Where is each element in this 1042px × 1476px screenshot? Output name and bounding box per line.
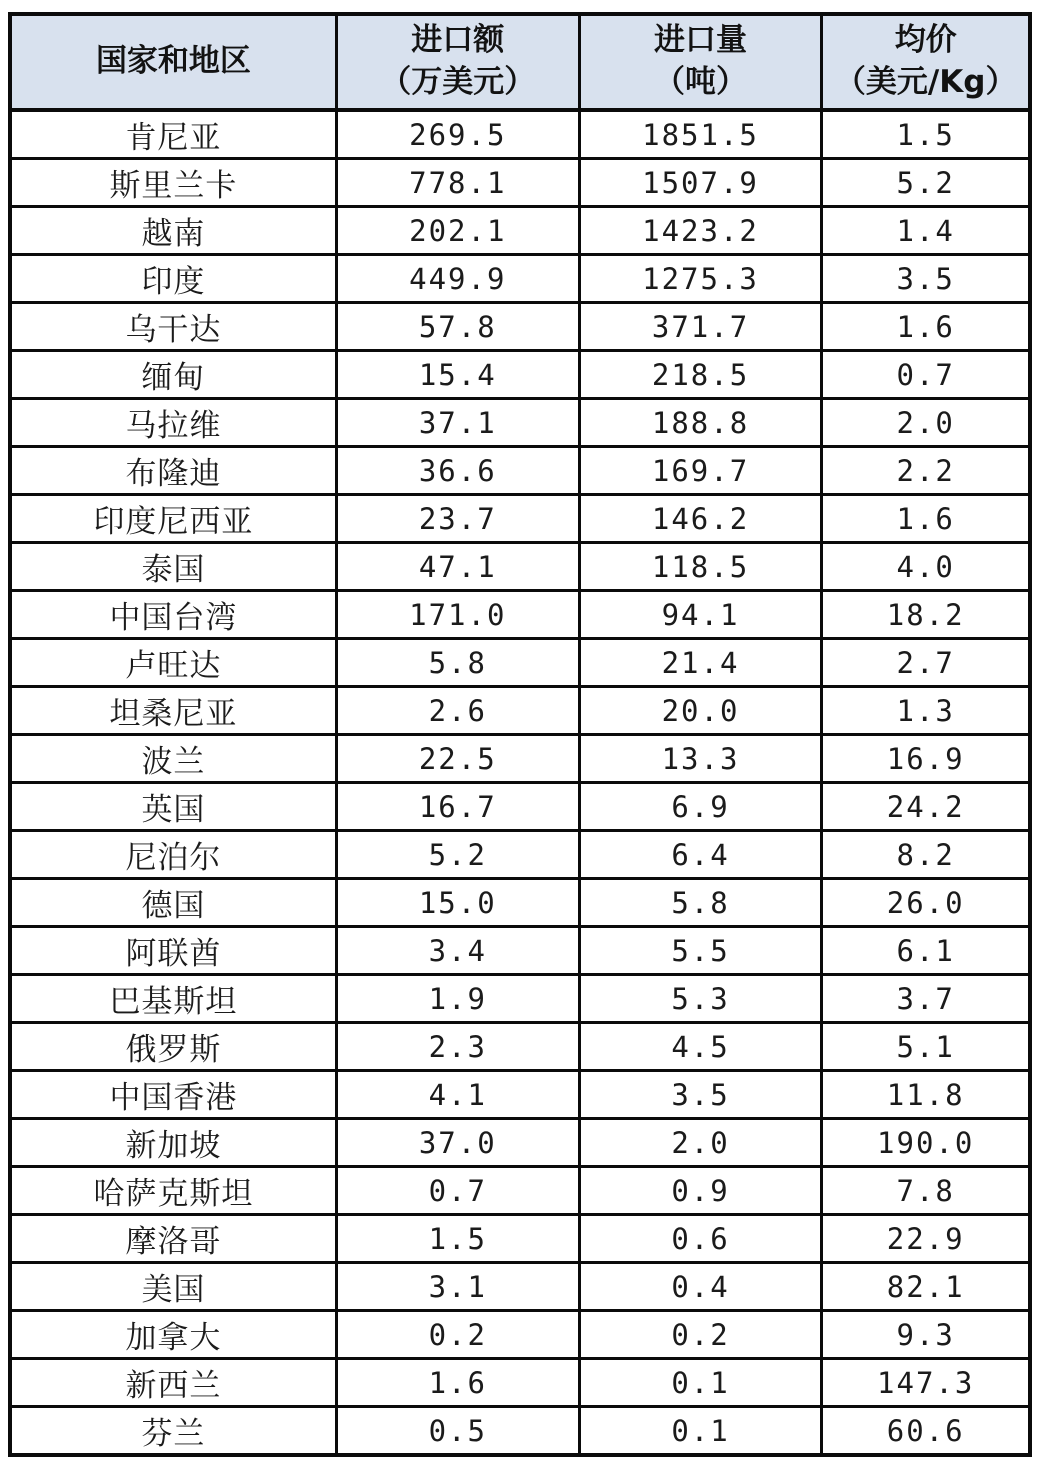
value-cell: 22.5 (336, 735, 579, 783)
value-cell: 22.9 (822, 1215, 1030, 1263)
value-cell: 6.4 (579, 831, 822, 879)
value-cell: 36.6 (336, 447, 579, 495)
table-row (10, 399, 1030, 447)
table-row (10, 1023, 1030, 1071)
value-cell: 146.2 (579, 495, 822, 543)
value-cell: 37.1 (336, 399, 579, 447)
table-row (10, 1215, 1030, 1263)
value-cell: 190.0 (822, 1119, 1030, 1167)
value-cell: 57.8 (336, 303, 579, 351)
value-cell: 3.7 (822, 975, 1030, 1023)
table-row (10, 975, 1030, 1023)
column-label: 国家和地区 (95, 43, 251, 80)
value-cell: 1.5 (336, 1215, 579, 1263)
value-cell: 11.8 (822, 1071, 1030, 1119)
value-cell: 1275.3 (579, 255, 822, 303)
table-row (10, 1311, 1030, 1359)
value-cell: 6.9 (579, 783, 822, 831)
table-row (10, 1263, 1030, 1311)
value-cell: 2.0 (579, 1119, 822, 1167)
value-cell: 147.3 (822, 1359, 1030, 1407)
value-cell: 5.5 (579, 927, 822, 975)
value-cell: 0.1 (579, 1407, 822, 1456)
country-cell: 中国台湾 (10, 591, 336, 639)
table-row (10, 351, 1030, 399)
table-row (10, 543, 1030, 591)
country-cell: 布隆迪 (10, 447, 336, 495)
table-row (10, 447, 1030, 495)
value-cell: 5.8 (336, 639, 579, 687)
value-cell: 2.2 (822, 447, 1030, 495)
table-row (10, 207, 1030, 255)
value-cell: 449.9 (336, 255, 579, 303)
value-cell: 4.5 (579, 1023, 822, 1071)
table-row (10, 303, 1030, 351)
value-cell: 4.0 (822, 543, 1030, 591)
country-cell: 印度 (10, 255, 336, 303)
country-cell: 阿联酋 (10, 927, 336, 975)
column-header (10, 14, 336, 110)
table-row (10, 879, 1030, 927)
column-label: 均价 (894, 22, 957, 59)
country-cell: 英国 (10, 783, 336, 831)
value-cell: 171.0 (336, 591, 579, 639)
country-cell: 加拿大 (10, 1311, 336, 1359)
value-cell: 1.4 (822, 207, 1030, 255)
value-cell: 2.7 (822, 639, 1030, 687)
value-cell: 0.2 (579, 1311, 822, 1359)
column-unit: （美元/Kg） (834, 64, 1017, 100)
country-cell: 波兰 (10, 735, 336, 783)
value-cell: 371.7 (579, 303, 822, 351)
value-cell: 5.2 (822, 159, 1030, 207)
value-cell: 8.2 (822, 831, 1030, 879)
table-row (10, 783, 1030, 831)
value-cell: 13.3 (579, 735, 822, 783)
header-row (10, 14, 1030, 110)
country-cell: 乌干达 (10, 303, 336, 351)
value-cell: 3.5 (822, 255, 1030, 303)
value-cell: 5.2 (336, 831, 579, 879)
value-cell: 15.4 (336, 351, 579, 399)
table-row (10, 687, 1030, 735)
table-row (10, 831, 1030, 879)
value-cell: 15.0 (336, 879, 579, 927)
country-cell: 肯尼亚 (10, 110, 336, 159)
value-cell: 82.1 (822, 1263, 1030, 1311)
value-cell: 9.3 (822, 1311, 1030, 1359)
value-cell: 2.3 (336, 1023, 579, 1071)
value-cell: 0.7 (822, 351, 1030, 399)
value-cell: 3.5 (579, 1071, 822, 1119)
value-cell: 0.6 (579, 1215, 822, 1263)
value-cell: 1.6 (336, 1359, 579, 1407)
country-cell: 马拉维 (10, 399, 336, 447)
country-cell: 中国香港 (10, 1071, 336, 1119)
value-cell: 202.1 (336, 207, 579, 255)
value-cell: 118.5 (579, 543, 822, 591)
country-cell: 越南 (10, 207, 336, 255)
value-cell: 94.1 (579, 591, 822, 639)
table-row (10, 1119, 1030, 1167)
value-cell: 1851.5 (579, 110, 822, 159)
value-cell: 16.7 (336, 783, 579, 831)
value-cell: 26.0 (822, 879, 1030, 927)
country-cell: 巴基斯坦 (10, 975, 336, 1023)
value-cell: 4.1 (336, 1071, 579, 1119)
value-cell: 21.4 (579, 639, 822, 687)
value-cell: 60.6 (822, 1407, 1030, 1456)
table-row (10, 1359, 1030, 1407)
value-cell: 6.1 (822, 927, 1030, 975)
value-cell: 5.8 (579, 879, 822, 927)
table-row (10, 1167, 1030, 1215)
value-cell: 218.5 (579, 351, 822, 399)
table-row (10, 110, 1030, 159)
value-cell: 0.2 (336, 1311, 579, 1359)
value-cell: 7.8 (822, 1167, 1030, 1215)
value-cell: 5.3 (579, 975, 822, 1023)
value-cell: 37.0 (336, 1119, 579, 1167)
column-label: 进口额 (411, 22, 505, 59)
country-cell: 哈萨克斯坦 (10, 1167, 336, 1215)
table-row (10, 255, 1030, 303)
value-cell: 169.7 (579, 447, 822, 495)
value-cell: 0.7 (336, 1167, 579, 1215)
value-cell: 1.5 (822, 110, 1030, 159)
table-row (10, 735, 1030, 783)
country-cell: 美国 (10, 1263, 336, 1311)
value-cell: 18.2 (822, 591, 1030, 639)
country-cell: 卢旺达 (10, 639, 336, 687)
table-row (10, 1071, 1030, 1119)
country-cell: 缅甸 (10, 351, 336, 399)
value-cell: 1.9 (336, 975, 579, 1023)
value-cell: 2.6 (336, 687, 579, 735)
table-row (10, 927, 1030, 975)
table-row (10, 591, 1030, 639)
table-row (10, 1407, 1030, 1456)
country-cell: 泰国 (10, 543, 336, 591)
country-cell: 尼泊尔 (10, 831, 336, 879)
column-header (579, 14, 822, 110)
column-header (822, 14, 1030, 110)
country-cell: 新加坡 (10, 1119, 336, 1167)
import-stats-table (8, 12, 1032, 1457)
value-cell: 1.3 (822, 687, 1030, 735)
value-cell: 1.6 (822, 495, 1030, 543)
value-cell: 3.1 (336, 1263, 579, 1311)
value-cell: 0.5 (336, 1407, 579, 1456)
column-header (336, 14, 579, 110)
country-cell: 摩洛哥 (10, 1215, 336, 1263)
value-cell: 23.7 (336, 495, 579, 543)
value-cell: 3.4 (336, 927, 579, 975)
column-label: 进口量 (654, 22, 748, 59)
country-cell: 俄罗斯 (10, 1023, 336, 1071)
value-cell: 1423.2 (579, 207, 822, 255)
value-cell: 1.6 (822, 303, 1030, 351)
value-cell: 0.1 (579, 1359, 822, 1407)
table-row (10, 495, 1030, 543)
value-cell: 16.9 (822, 735, 1030, 783)
column-unit: （万美元） (380, 64, 536, 100)
country-cell: 斯里兰卡 (10, 159, 336, 207)
value-cell: 1507.9 (579, 159, 822, 207)
value-cell: 778.1 (336, 159, 579, 207)
value-cell: 47.1 (336, 543, 579, 591)
value-cell: 2.0 (822, 399, 1030, 447)
country-cell: 芬兰 (10, 1407, 336, 1456)
value-cell: 20.0 (579, 687, 822, 735)
value-cell: 0.9 (579, 1167, 822, 1215)
country-cell: 印度尼西亚 (10, 495, 336, 543)
value-cell: 269.5 (336, 110, 579, 159)
country-cell: 德国 (10, 879, 336, 927)
value-cell: 24.2 (822, 783, 1030, 831)
country-cell: 坦桑尼亚 (10, 687, 336, 735)
country-cell: 新西兰 (10, 1359, 336, 1407)
value-cell: 188.8 (579, 399, 822, 447)
column-unit: （吨） (654, 64, 748, 100)
table-row (10, 639, 1030, 687)
value-cell: 5.1 (822, 1023, 1030, 1071)
value-cell: 0.4 (579, 1263, 822, 1311)
table-row (10, 159, 1030, 207)
